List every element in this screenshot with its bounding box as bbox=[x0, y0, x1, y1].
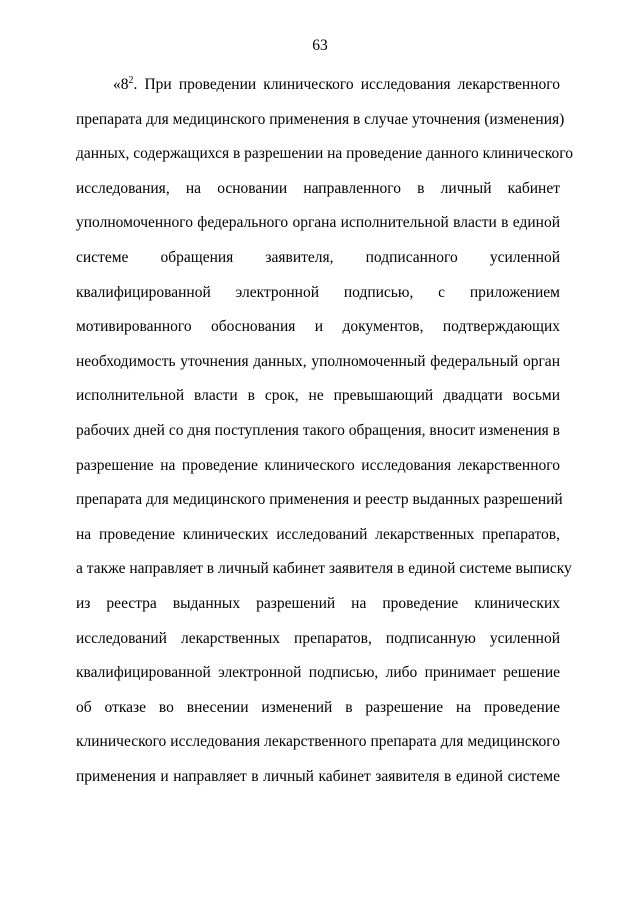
paragraph-line-9: необходимость уточнения данных, уполномоченный федеральный орган bbox=[76, 352, 560, 370]
page-number: 63 bbox=[312, 37, 328, 54]
paragraph-line-11: рабочих дней со дня поступления такого обращения, вносит изменения в bbox=[76, 421, 560, 439]
paragraph-8-2 bbox=[76, 72, 573, 798]
paragraph-line-18: квалифицированной электронной подписью, либо принимает решение bbox=[76, 664, 560, 682]
first-line-text: . При проведении клинического исследования лекарственного bbox=[133, 76, 560, 93]
paragraph-line-8: мотивированного обоснования и документов, подтверждающих bbox=[76, 318, 560, 336]
paragraph-line-21: применения и направляет в личный кабинет заявителя в единой системе bbox=[76, 767, 560, 785]
paragraph-line-12: разрешение на проведение клинического исследования лекарственного bbox=[76, 456, 560, 474]
paragraph-line-14: на проведение клинических исследований лекарственных препаратов, bbox=[76, 525, 560, 543]
clause-marker: «8 bbox=[113, 76, 129, 93]
paragraph-line-1 bbox=[76, 72, 560, 107]
clause-marker-superscript: 2 bbox=[128, 74, 134, 86]
paragraph-line-5: уполномоченного федерального органа исполнительной власти в единой bbox=[76, 214, 560, 232]
paragraph-line-10: исполнительной власти в срок, не превышающий двадцати восьми bbox=[76, 387, 560, 405]
paragraph-line-3: данных, содержащихся в разрешении на проведение данного клинического bbox=[76, 145, 573, 163]
paragraph-line-20: клинического исследования лекарственного препарата для медицинского bbox=[76, 733, 560, 751]
paragraph-line-7: квалифицированной электронной подписью, с приложением bbox=[76, 283, 560, 301]
paragraph-line-4: исследования, на основании направленного в личный кабинет bbox=[76, 179, 560, 197]
paragraph-line-16: из реестра выданных разрешений на проведение клинических bbox=[76, 594, 560, 612]
paragraph-line-17: исследований лекарственных препаратов, подписанную усиленной bbox=[76, 629, 560, 647]
paragraph-line-13: препарата для медицинского применения и реестр выданных разрешений bbox=[76, 491, 563, 509]
paragraph-line-15: а также направляет в личный кабинет заявителя в единой системе выписку bbox=[76, 560, 572, 578]
paragraph-line-6: системе обращения заявителя, подписанного усиленной bbox=[76, 248, 560, 266]
paragraph-line-2: препарата для медицинского применения в случае уточнения (изменения) bbox=[76, 110, 565, 128]
paragraph-line-19: об отказе во внесении изменений в разрешение на проведение bbox=[76, 698, 560, 716]
